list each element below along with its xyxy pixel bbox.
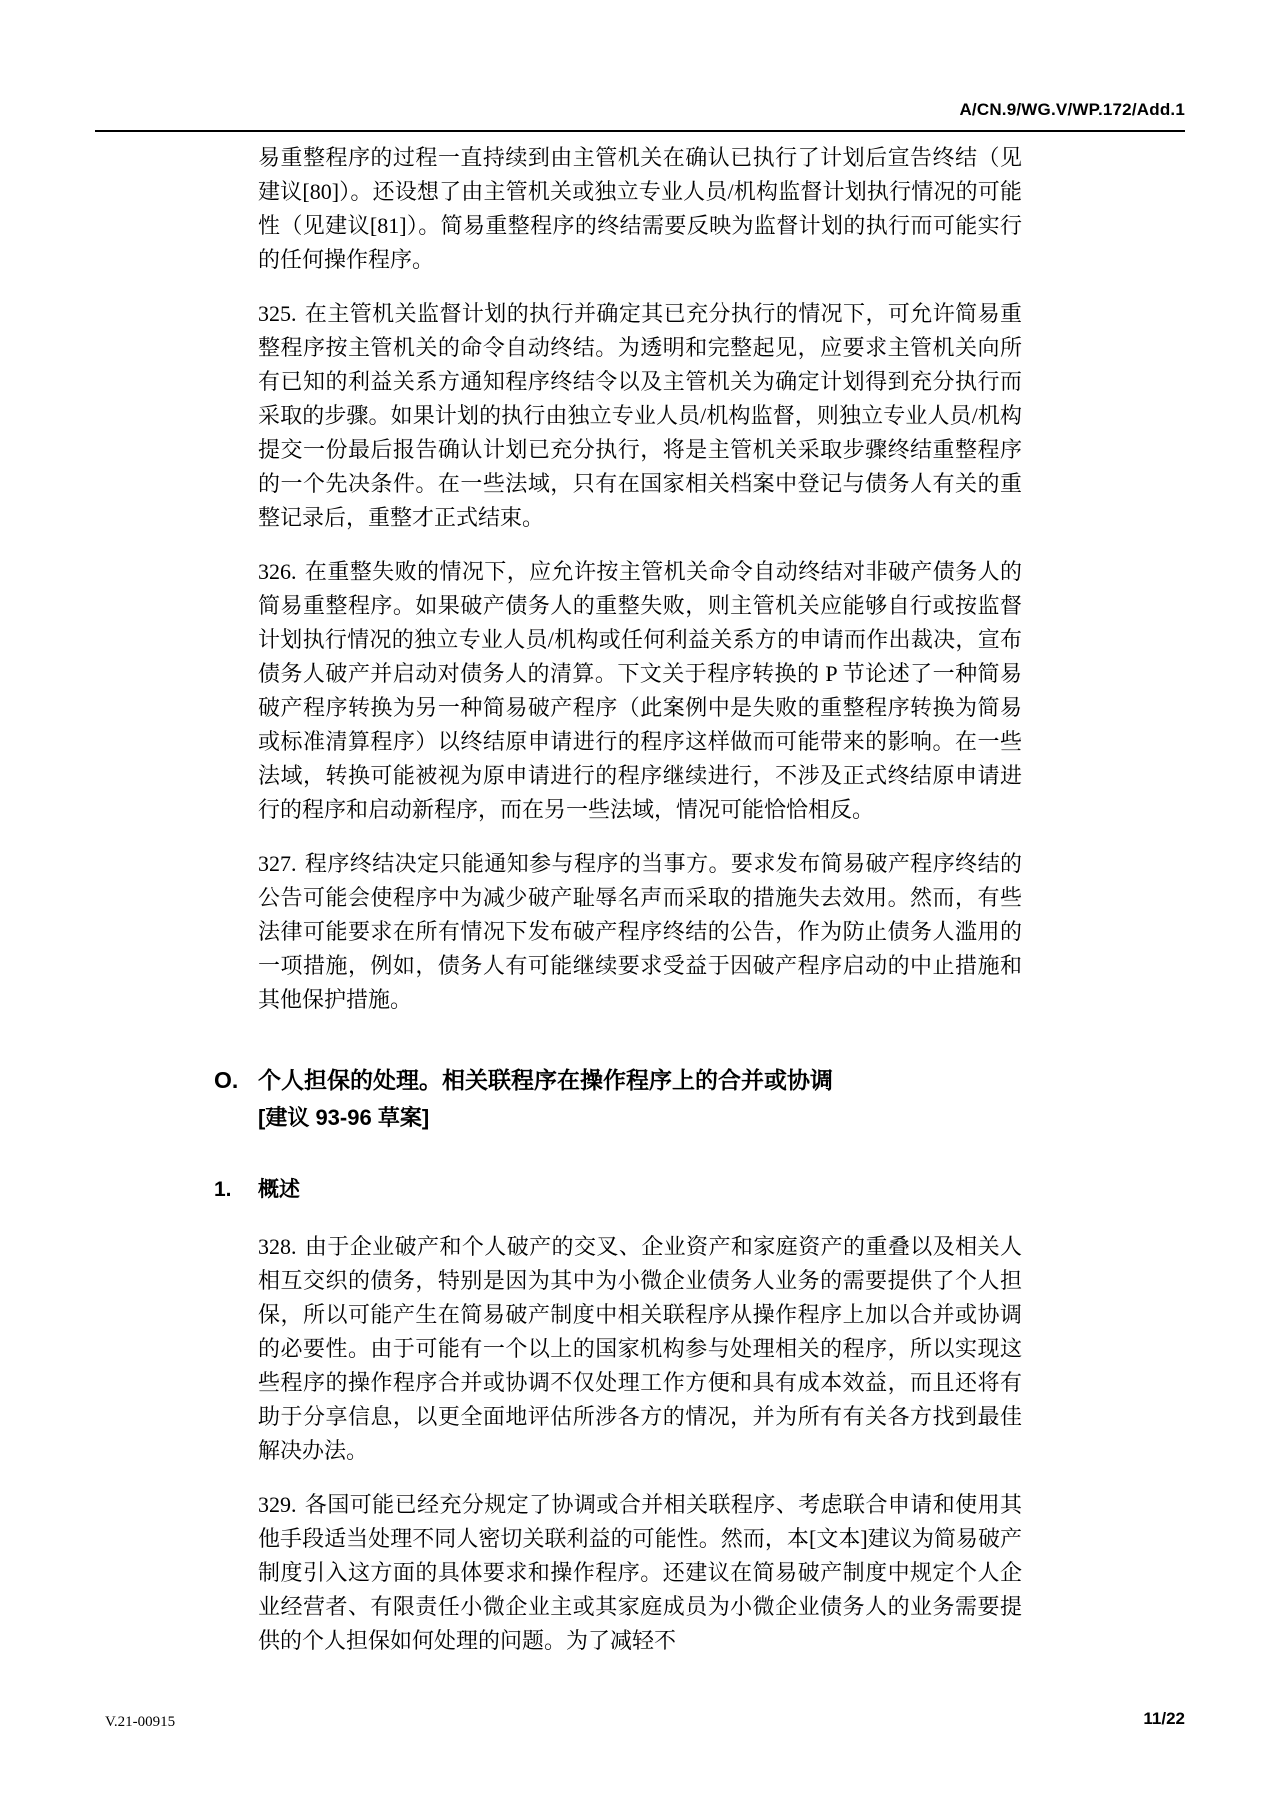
paragraph-number: 326. [258, 559, 297, 584]
paragraph-text: 在主管机关监督计划的执行并确定其已充分执行的情况下，可允许简易重整程序按主管机关的命令自动终结。为透明和完整起见，应要求主管机关向所有已知的利益关系方通知程序终结令以及主管机关为确定计划得到充分执行而采取的步骤。如果计划的执行由独立专业人员/机构监督，则独立专业人员/机构提交一份最后报告确认计划已充分执行，将是主管机关采取步骤终结重整程序的一个先决条件。在一些法域，只有在国家相关档案中登记与债务人有关的重整记录后，重整才正式结束。 [258, 301, 1022, 530]
subsection-label: 1. [214, 1178, 232, 1201]
paragraph-327 [258, 847, 1022, 1017]
header-rule [95, 130, 1185, 132]
paragraph-text: 易重整程序的过程一直持续到由主管机关在确认已执行了计划后宣告终结（见建议[80]）。还设想了由主管机关或独立专业人员/机构监督计划执行情况的可能性（见建议[81]）。简易重整程序的终结需要反映为监督计划的执行而可能实行的任何操作程序。 [258, 145, 1022, 272]
section-label: O. [214, 1067, 239, 1093]
paragraph-number: 325. [258, 301, 297, 326]
paragraph-text: 程序终结决定只能通知参与程序的当事方。要求发布简易破产程序终结的公告可能会使程序中为减少破产耻辱名声而采取的措施失去效用。然而，有些法律可能要求在所有情况下发布破产程序终结的公告，作为防止债务人滥用的一项措施，例如，债务人有可能继续要求受益于因破产程序启动的中止措施和其他保护措施。 [258, 851, 1022, 1012]
document-body [214, 141, 1022, 1678]
document-symbol: A/CN.9/WG.V/WP.172/Add.1 [959, 100, 1185, 119]
paragraph-text: 由于企业破产和个人破产的交叉、企业资产和家庭资产的重叠以及相关人相互交织的债务，特别是因为其中为小微企业债务人业务的需要提供了个人担保，所以可能产生在简易破产制度中相关联程序从操作程序上加以合并或协调的必要性。由于可能有一个以上的国家机构参与处理相关的程序，所以实现这些程序的操作程序合并或协调不仅处理工作方便和具有成本效益，而且还将有助于分享信息，以更全面地评估所涉各方的情况，并为所有有关各方找到最佳解决办法。 [258, 1234, 1022, 1463]
paragraph-325 [258, 297, 1022, 535]
paragraph-329 [258, 1488, 1022, 1658]
paragraph-intro [258, 141, 1022, 277]
subsection-title: 概述 [258, 1178, 300, 1201]
paragraph-328 [258, 1230, 1022, 1468]
paragraph-text: 在重整失败的情况下，应允许按主管机关命令自动终结对非破产债务人的简易重整程序。如果破产债务人的重整失败，则主管机关应能够自行或按监督计划执行情况的独立专业人员/机构或任何利益关系方的申请而作出裁决，宣布债务人破产并启动对债务人的清算。下文关于程序转换的 P 节论述了一种简易破产程序转换为另一种简易破产程序（此案例中是失败的重整程序转换为简易或标准清算程序）以终结原申请进行的程序这样做而可能带来的影响。在一些法域，转换可能被视为原申请进行的程序继续进行，不涉及正式终结原申请进行的程序和启动新程序，而在另一些法域，情况可能恰恰相反。 [258, 559, 1022, 822]
paragraph-326 [258, 555, 1022, 827]
subsection-heading-1 [214, 1173, 1022, 1206]
section-title: 个人担保的处理。相关联程序在操作程序上的合并或协调 [258, 1067, 833, 1093]
paragraph-number: 327. [258, 851, 297, 876]
section-subtitle: [建议 93-96 草案] [258, 1105, 430, 1130]
footer-doc-number: V.21-00915 [105, 1714, 176, 1730]
paragraph-text: 各国可能已经充分规定了协调或合并相关联程序、考虑联合申请和使用其他手段适当处理不同人密切关联利益的可能性。然而，本[文本]建议为简易破产制度引入这方面的具体要求和操作程序。还建议在简易破产制度中规定个人企业经营者、有限责任小微企业主或其家庭成员为小微企业债务人的业务需要提供的个人担保如何处理的问题。为了减轻不 [258, 1492, 1022, 1653]
footer-page-number: 11/22 [1143, 1709, 1185, 1728]
paragraph-number: 328. [258, 1234, 297, 1259]
paragraph-number: 329. [258, 1492, 297, 1517]
section-heading-O [214, 1061, 1022, 1137]
